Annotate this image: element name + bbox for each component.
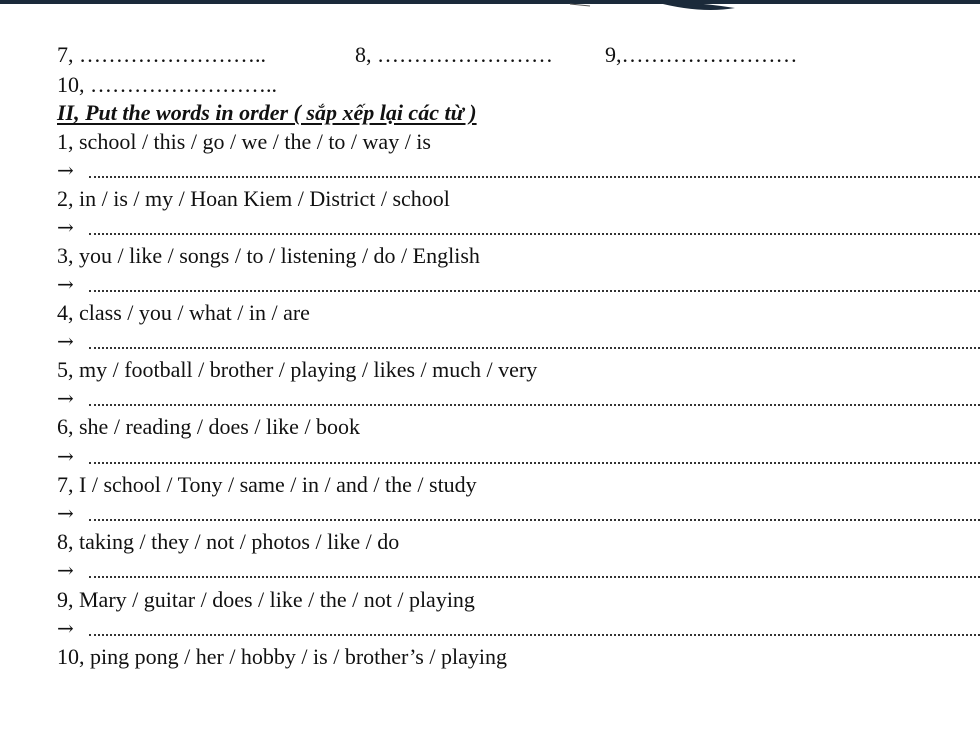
question-9: 9, Mary / guitar / does / like / the / not / playing bbox=[57, 587, 475, 612]
arrow-icon: → bbox=[57, 272, 74, 296]
ink-smudge-icon bbox=[560, 0, 760, 14]
question-5: 5, my / football / brother / playing / likes / much / very bbox=[57, 357, 538, 382]
dotted-line bbox=[89, 462, 980, 464]
answer-line-3[interactable] bbox=[57, 272, 980, 298]
dotted-line bbox=[89, 404, 980, 406]
top-border bbox=[0, 0, 980, 4]
question-7: 7, I / school / Tony / same / in / and / the / study bbox=[57, 472, 477, 497]
answer-line-8[interactable] bbox=[57, 558, 980, 584]
answer-line-9[interactable] bbox=[57, 616, 980, 642]
question-6: 6, she / reading / does / like / book bbox=[57, 414, 361, 439]
arrow-icon: → bbox=[57, 386, 74, 410]
question-3: 3, you / like / songs / to / listening / do / English bbox=[57, 243, 480, 268]
answer-blank-10[interactable]: 10, …………………….. bbox=[57, 72, 277, 97]
dotted-line bbox=[89, 233, 980, 235]
question-4: 4, class / you / what / in / are bbox=[57, 300, 310, 325]
answer-line-2[interactable] bbox=[57, 215, 980, 241]
dotted-line bbox=[89, 176, 980, 178]
answer-line-4[interactable] bbox=[57, 329, 980, 355]
arrow-icon: → bbox=[57, 329, 74, 353]
question-1: 1, school / this / go / we / the / to / way / is bbox=[57, 129, 431, 154]
dotted-line bbox=[89, 576, 980, 578]
arrow-icon: → bbox=[57, 215, 74, 239]
arrow-icon: → bbox=[57, 558, 74, 582]
arrow-icon: → bbox=[57, 158, 74, 182]
answer-line-6[interactable] bbox=[57, 444, 980, 470]
answer-blank-8[interactable]: 8, …………………… bbox=[355, 42, 553, 67]
arrow-icon: → bbox=[57, 444, 74, 468]
arrow-icon: → bbox=[57, 501, 74, 525]
section-heading: II, Put the words in order ( sắp xếp lại các từ ) bbox=[57, 100, 477, 125]
dotted-line bbox=[89, 634, 980, 636]
dotted-line bbox=[89, 290, 980, 292]
arrow-icon: → bbox=[57, 616, 74, 640]
question-10: 10, ping pong / her / hobby / is / brother’s / playing bbox=[57, 644, 507, 669]
answer-line-7[interactable] bbox=[57, 501, 980, 527]
answer-blank-9[interactable]: 9,…………………… bbox=[605, 42, 798, 67]
answer-line-5[interactable] bbox=[57, 386, 980, 412]
answer-line-1[interactable] bbox=[57, 158, 980, 184]
dotted-line bbox=[89, 347, 980, 349]
dotted-line bbox=[89, 519, 980, 521]
question-8: 8, taking / they / not / photos / like / do bbox=[57, 529, 400, 554]
answer-blank-7[interactable]: 7, …………………….. bbox=[57, 42, 266, 67]
question-2: 2, in / is / my / Hoan Kiem / District / school bbox=[57, 186, 450, 211]
